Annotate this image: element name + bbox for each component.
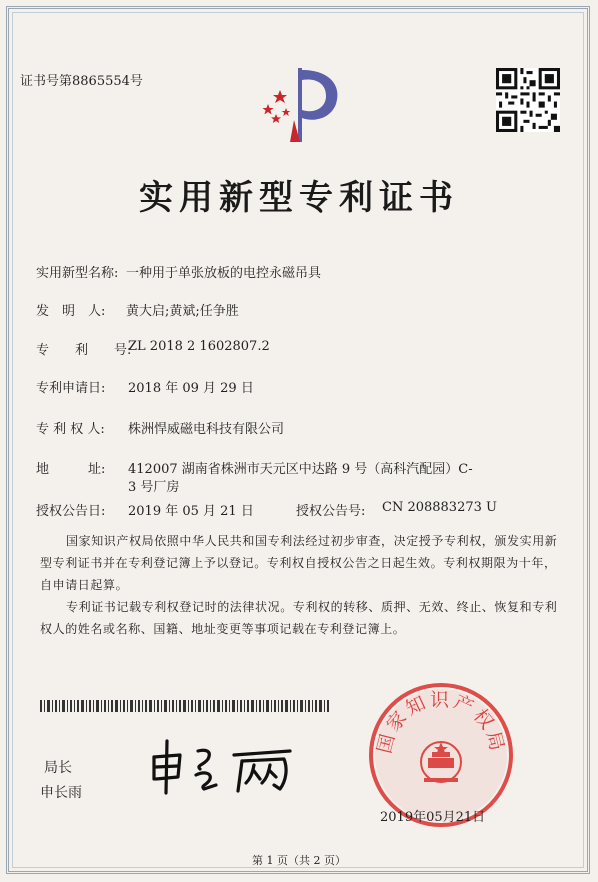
grant-date-value: 2019 年 05 月 21 日 [128,504,254,519]
statement-paragraph-1: 国家知识产权局依照中华人民共和国专利法经过初步审查，决定授予专利权，颁发实用新型专利证书并在专利登记簿上予以登记。专利权自授权公告之日起生效。专利权期限为十年，自申请日起算。 [40,534,558,592]
patentee-label: 专 利 权 人: [36,422,105,437]
grant-date-label: 授权公告日: [36,504,106,519]
certificate-number: 证书号第8865554号 [20,74,143,89]
svg-text:国家知识产权局: 国家知识产权局 [373,689,509,756]
grant-number-value: CN 208883273 U [382,500,497,515]
director-title: 局长 [44,760,72,776]
handwritten-signature-icon [150,735,310,795]
page-number: 第 1 页（共 2 页） [252,854,346,867]
address-label: 地 址: [36,462,106,477]
address-line2: 3 号厂房 [128,480,180,495]
certificate-title: 实用新型专利证书 [139,178,459,218]
filing-date-value: 2018 年 09 月 29 日 [128,381,254,396]
director-name: 申长雨 [40,785,82,801]
filing-date-label: 专利申请日: [36,381,106,396]
utility-model-name-label: 实用新型名称: [36,266,119,281]
statement-paragraph-2: 专利证书记载专利权登记时的法律状况。专利权的转移、质押、无效、终止、恢复和专利权人的姓名或名称、国籍、地址变更等事项记载在专利登记簿上。 [40,600,558,636]
grant-number-label: 授权公告号: [296,504,366,519]
utility-model-name-value: 一种用于单张放板的电控永磁吊具 [126,266,322,281]
inventor-label: 发 明 人: [36,304,106,319]
barcode-icon [40,700,330,712]
patent-number-value: ZL 2018 2 1602807.2 [128,339,270,354]
address-line1: 412007 湖南省株洲市天元区中达路 9 号（高科汽配园）C- [128,462,473,477]
patent-number-label: 专 利 号: [36,343,132,358]
inventor-value: 黄大启;黄斌;任争胜 [126,304,239,319]
seal-date: 2019年05月21日 [380,810,486,825]
qr-code-icon [496,68,560,132]
cnipa-logo-icon [250,60,350,148]
patentee-value: 株洲悍威磁电科技有限公司 [128,422,285,437]
